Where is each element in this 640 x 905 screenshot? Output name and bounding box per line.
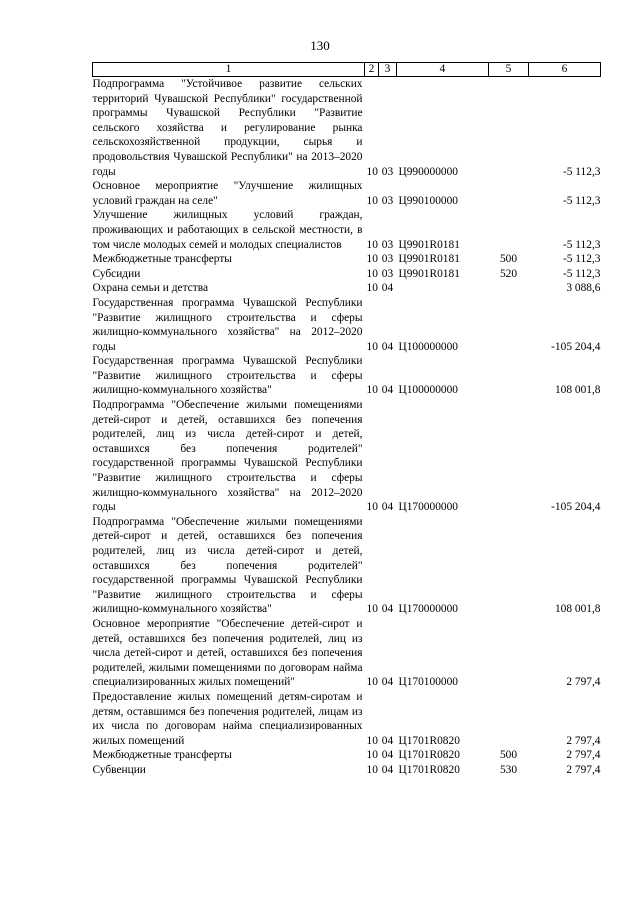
header-cell: 4 — [397, 63, 489, 77]
target-article-cell: Ц1701R0820 — [398, 734, 460, 747]
table-row — [93, 267, 601, 282]
subsection-code-cell: 04 — [381, 340, 394, 353]
row-name-cell: Подпрограмма "Обеспечение жилыми помещениями детей-сирот и детей, оставшихся без попечения родителей, лиц из числа детей-сирот и детей, оставшихся без попечения родителей" государственной программы Чувашской Республики "Развитие жилищного строительства и сферы жилищно-коммунального хозяйства" — [92, 515, 363, 616]
row-name-cell: Основное мероприятие "Обеспечение детей-сирот и детей, оставшихся без попечения родителей, лиц из числа детей-сирот и детей, оставшихся без попечения родителей, жилыми помещениями по договорам найма специализированных жилых помещений" — [92, 617, 363, 689]
amount-cell: -105 204,4 — [551, 340, 601, 353]
section-code-cell: 10 — [366, 749, 378, 762]
subsection-code-cell: 03 — [381, 267, 394, 280]
header-cell: 6 — [529, 63, 601, 77]
amount-cell: -5 112,3 — [562, 165, 601, 178]
target-article-cell: Ц170000000 — [398, 603, 458, 616]
amount-cell: 108 001,8 — [554, 603, 601, 616]
table-row — [93, 77, 601, 180]
amount-cell: 2 797,4 — [566, 749, 601, 762]
subsection-code-cell: 04 — [381, 676, 394, 689]
expense-type-cell — [489, 617, 529, 690]
row-name-cell: Предоставление жилых помещений детям-сиротам и детям, оставшимся без попечения родителей, лицам из их числа по договорам найма специализированных жилых помещений — [92, 690, 363, 747]
page-number: 130 — [310, 38, 330, 53]
budget-table — [92, 62, 601, 778]
header-cell: 1 — [93, 63, 365, 77]
row-name-cell: Охрана семьи и детства — [92, 282, 208, 295]
target-article-cell: Ц990100000 — [398, 194, 458, 207]
target-article-cell: Ц170000000 — [398, 501, 458, 514]
subsection-code-cell: 04 — [381, 749, 394, 762]
target-article-cell: Ц1701R0820 — [398, 749, 460, 762]
amount-cell: -5 112,3 — [562, 267, 601, 280]
table-row — [93, 179, 601, 208]
table-row — [93, 515, 601, 617]
table-row — [93, 690, 601, 748]
table-row — [93, 617, 601, 690]
row-name-cell: Улучшение жилищных условий граждан, проживающих и работающих в сельской местности, в том числе молодых семей и молодых специалистов — [92, 209, 363, 251]
expense-type-cell — [489, 179, 529, 208]
table-row — [93, 398, 601, 515]
amount-cell: 2 797,4 — [566, 734, 601, 747]
section-code-cell: 10 — [366, 253, 378, 266]
row-name-cell: Межбюджетные трансферты — [92, 253, 232, 266]
expense-type-cell — [489, 354, 529, 398]
subsection-code-cell: 03 — [381, 194, 394, 207]
target-article-cell: Ц9901R0181 — [398, 267, 460, 280]
header-cell: 5 — [489, 63, 529, 77]
row-name-cell: Подпрограмма "Устойчивое развитие сельских территорий Чувашской Республики" государственной программы Чувашской Республики "Развитие сельского хозяйства и регулирование рынка сельскохозяйственной продукции, сырья и продовольствия Чувашской Республики" на 2013–2020 годы — [92, 78, 363, 178]
section-code-cell: 10 — [366, 734, 378, 747]
target-article-cell: Ц1701R0820 — [398, 763, 460, 776]
row-name-cell: Основное мероприятие "Улучшение жилищных условий граждан на селе" — [92, 180, 363, 207]
section-code-cell: 10 — [366, 603, 378, 616]
amount-cell: -5 112,3 — [562, 238, 601, 251]
row-name-cell: Подпрограмма "Обеспечение жилыми помещениями детей-сирот и детей, оставшихся без попечения родителей, лиц из числа детей-сирот и детей, оставшихся без попечения родителей" государственной программы Чувашской Республики "Развитие жилищного строительства и сферы жилищно-коммунального хозяйства" на 2012–2020 годы — [92, 399, 363, 514]
table-row — [93, 354, 601, 398]
subsection-code-cell: 04 — [381, 384, 394, 397]
row-name-cell: Государственная программа Чувашской Республики "Развитие жилищного строительства и сферы жилищно-коммунального хозяйства" на 2012–2020 годы — [92, 296, 363, 353]
table-header-row — [93, 63, 601, 77]
subsection-code-cell: 04 — [381, 501, 394, 514]
expense-type-cell — [489, 208, 529, 252]
row-name-cell: Государственная программа Чувашской Республики "Развитие жилищного строительства и сферы жилищно-коммунального хозяйства" — [92, 355, 363, 397]
amount-cell: 108 001,8 — [554, 384, 601, 397]
target-article-cell — [397, 281, 489, 296]
subsection-code-cell: 04 — [381, 763, 394, 776]
subsection-code-cell: 03 — [381, 253, 394, 266]
amount-cell: 2 797,4 — [566, 763, 601, 776]
header-cell: 3 — [379, 63, 397, 77]
target-article-cell: Ц170100000 — [398, 676, 458, 689]
table-row — [93, 763, 601, 778]
subsection-code-cell: 03 — [381, 165, 394, 178]
expense-type-cell — [489, 515, 529, 617]
expense-type-cell — [489, 690, 529, 748]
amount-cell: -5 112,3 — [562, 194, 601, 207]
target-article-cell: Ц990000000 — [398, 165, 458, 178]
section-code-cell: 10 — [366, 501, 378, 514]
section-code-cell: 10 — [366, 282, 378, 295]
section-code-cell: 10 — [366, 165, 378, 178]
expense-type-cell — [489, 281, 529, 296]
target-article-cell: Ц9901R0181 — [398, 238, 460, 251]
section-code-cell: 10 — [366, 194, 378, 207]
expense-type-cell: 500 — [499, 253, 518, 266]
section-code-cell: 10 — [366, 384, 378, 397]
row-name-cell: Субсидии — [92, 267, 141, 280]
expense-type-cell — [489, 398, 529, 515]
section-code-cell: 10 — [366, 267, 378, 280]
expense-type-cell — [489, 296, 529, 354]
amount-cell: -5 112,3 — [562, 253, 601, 266]
section-code-cell: 10 — [366, 676, 378, 689]
section-code-cell: 10 — [366, 763, 378, 776]
header-cell: 2 — [365, 63, 379, 77]
table-row — [93, 208, 601, 252]
expense-type-cell: 530 — [499, 763, 518, 776]
target-article-cell: Ц100000000 — [398, 384, 458, 397]
section-code-cell: 10 — [366, 340, 378, 353]
expense-type-cell: 500 — [499, 749, 518, 762]
subsection-code-cell: 04 — [381, 734, 394, 747]
amount-cell: -105 204,4 — [551, 501, 601, 514]
expense-type-cell: 520 — [499, 267, 518, 280]
subsection-code-cell: 03 — [381, 238, 394, 251]
table-row — [93, 748, 601, 763]
amount-cell: 3 088,6 — [566, 282, 601, 295]
table-row — [93, 281, 601, 296]
section-code-cell: 10 — [366, 238, 378, 251]
expense-type-cell — [489, 77, 529, 180]
row-name-cell: Субвенции — [92, 763, 146, 776]
target-article-cell: Ц100000000 — [398, 340, 458, 353]
subsection-code-cell: 04 — [381, 282, 394, 295]
table-row — [93, 296, 601, 354]
target-article-cell: Ц9901R0181 — [398, 253, 460, 266]
table-row — [93, 252, 601, 267]
row-name-cell: Межбюджетные трансферты — [92, 749, 232, 762]
subsection-code-cell: 04 — [381, 603, 394, 616]
amount-cell: 2 797,4 — [566, 676, 601, 689]
